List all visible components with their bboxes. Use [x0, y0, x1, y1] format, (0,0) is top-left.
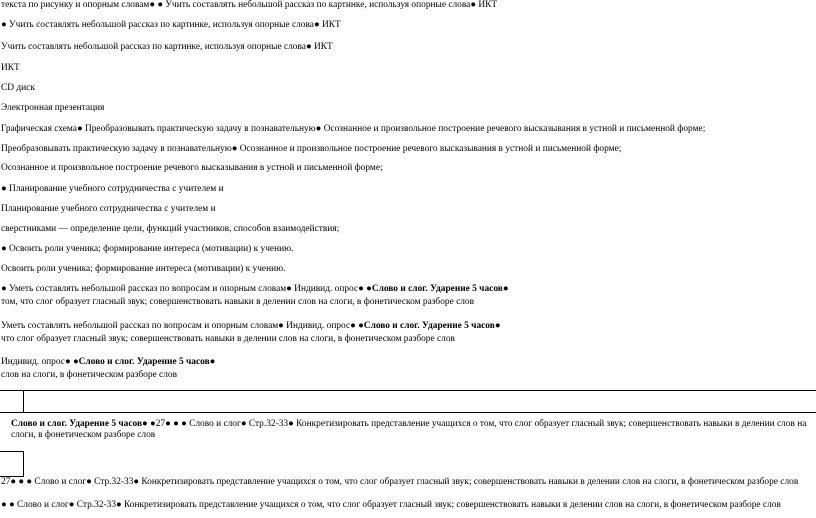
- text-line: ● ● Слово и слог● Стр.32-33● Конкретизировать представление учащихся о том, что слог образует гласный звук; совершенствовать навыки в делении слов на слоги, в фонетическом разборе слов: [1, 500, 781, 510]
- section-heading: Слово и слог. Ударение 5 часов: [363, 321, 495, 331]
- lesson-text-block: [1, 357, 215, 368]
- section-heading: Слово и слог. Ударение 5 часов: [11, 419, 143, 429]
- lesson-text-block: [1, 321, 501, 332]
- text-line: Графическая схема● Преобразовывать практическую задачу в познавательную● Осознанное и произвольное построение речевого высказывания в устной и письменной форме;: [1, 124, 706, 134]
- text-line: что слог образует гласный звук; совершенствовать навыки в делении слов на слоги, в фонетическом разборе слов: [1, 334, 455, 344]
- lesson-text: ● Уметь составлять небольшой рассказ по вопросам и опорным словам● Индивид. опрос● ●: [1, 284, 372, 294]
- table-cell-text: ● ●27● ● ● Слово и слог● Стр.32-33● Конкретизировать представление учащихся о том, что слог образует гласный звук; совершенствовать навыки в делении слов на слоги, в фонетическом разборе слов: [11, 419, 807, 441]
- table-cell-divider: [23, 390, 24, 412]
- text-line: CD диск: [1, 83, 35, 93]
- text-line: Освоить роли ученика; формирование интереса (мотивации) к учению.: [1, 264, 286, 274]
- bullet-marker: ●: [494, 321, 501, 331]
- lesson-text: Уметь составлять небольшой рассказ по вопросам и опорным словам● Индивид. опрос● ●: [1, 321, 364, 331]
- text-line: ● Планирование учебного сотрудничества с учителем и: [1, 184, 224, 194]
- text-line: сверстниками — определение цели, функций участников, способов взаимодействия;: [1, 224, 340, 234]
- text-line: Преобразовывать практическую задачу в познавательную● Осознанное и произвольное построение речевого высказывания в устной и письменной форме;: [1, 144, 622, 154]
- lesson-text-block: [1, 284, 509, 295]
- section-heading: Слово и слог. Ударение 5 часов: [371, 284, 503, 294]
- text-line: текста по рисунку и опорным словам● ● Учить составлять небольшой рассказ по картинке, используя опорные слова● ИКТ: [1, 0, 498, 10]
- text-line: Учить составлять небольшой рассказ по картинке, используя опорные слова● ИКТ: [1, 42, 333, 52]
- lesson-text: Индивид. опрос● ●: [1, 357, 79, 367]
- text-line: том, что слог образует гласный звук; совершенствовать навыки в делении слов на слоги, в фонетическом разборе слов: [1, 297, 475, 307]
- table-border: [0, 412, 816, 413]
- table-cell-divider: [23, 451, 24, 476]
- bullet-marker: ●: [502, 284, 509, 294]
- table-cell-border: [0, 451, 24, 452]
- table-row: [1, 419, 811, 442]
- text-line: ● Освоить роли ученика; формирование интереса (мотивации) к учению.: [1, 244, 294, 254]
- table-border-top: [0, 390, 816, 391]
- text-line: ИКТ: [1, 63, 20, 73]
- text-line: 27● ● ● Слово и слог● Стр.32-33● Конкретизировать представление учащихся о том, что слог образует гласный звук; совершенствовать навыки в делении слов на слоги, в фонетическом разборе слов: [1, 477, 799, 487]
- text-line: Планирование учебного сотрудничества с учителем и: [1, 204, 216, 214]
- text-line: Осознанное и произвольное построение речевого высказывания в устной и письменной форме;: [1, 163, 383, 173]
- section-heading: Слово и слог. Ударение 5 часов: [78, 357, 210, 367]
- text-line: ● Учить составлять небольшой рассказ по картинке, используя опорные слова● ИКТ: [1, 20, 341, 30]
- bullet-marker: ●: [209, 357, 216, 367]
- text-line: слов на слоги, в фонетическом разборе слов: [1, 370, 178, 380]
- text-line: Электронная презентация: [1, 103, 105, 113]
